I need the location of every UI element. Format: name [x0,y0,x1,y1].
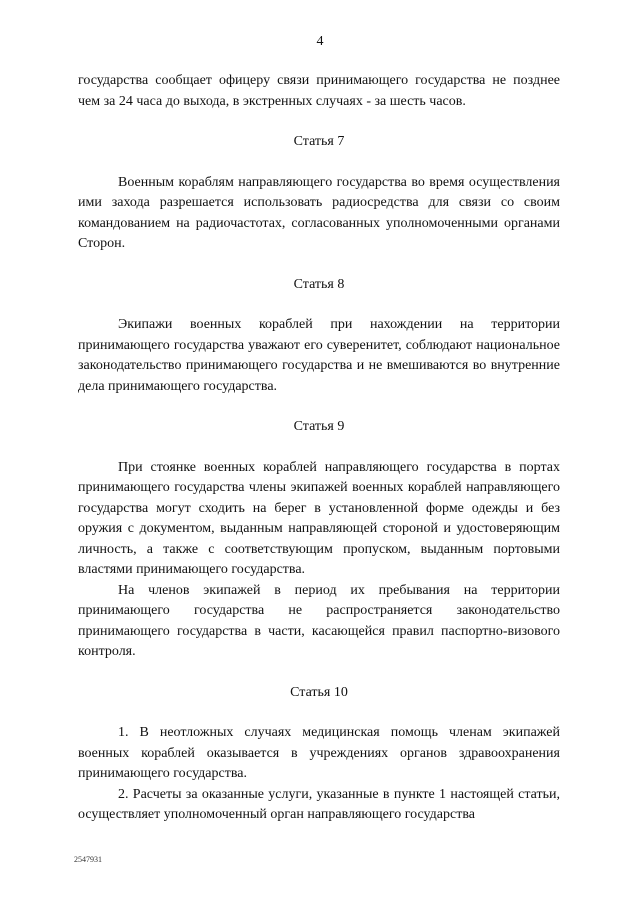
article-10-heading: Статья 10 [290,684,348,700]
article-8-paragraph: Экипажи военных кораблей при нахождении на территории принимающего государства уважают его суверенитет, соблюдают национальное законодательство принимающего государства и не вмешиваются во внутренние дела принимающего государства. [78,317,560,394]
article-9-heading: Статья 9 [293,419,345,434]
article-10-paragraph-1: 1. В неотложных случаях медицинская помощь членам экипажей военных кораблей оказывается в учреждениях органов здравоохранения принимающего государства. [78,725,560,781]
page-number: 4 [316,34,324,49]
article-9-paragraph-2: На членов экипажей в период их пребывания на территории принимающего государства не распространяется законодательство принимающего государства в части, касающейся правил паспортно-визового контроля. [78,582,560,659]
document-id: 2547931 [74,855,102,864]
article-10-paragraph-2: 2. Расчеты за оказанные услуги, указанные в пункте 1 настоящей статьи, осуществляет уполномоченный орган направляющего государства [78,786,560,822]
article-8-heading: Статья 8 [293,276,345,292]
document-body [78,71,560,826]
article-7-paragraph: Военным кораблям направляющего государства во время осуществления ими захода разрешается использовать радиосредства для связи со своим командованием на радиочастотах, согласованных уполномоченными органами Сторон. [78,174,560,251]
article-9-paragraph-1: При стоянке военных кораблей направляющего государства в портах принимающего государства члены экипажей военных кораблей направляющего государства могут сходить на берег в установленной форме одежды и без оружия с документом, выданным направляющей стороной и удостоверяющим личность, а также с соответствующим пропуском, выданным портовыми властями принимающего государства. [78,459,560,577]
paragraph-continuation: государства сообщает офицеру связи принимающего государства не позднее чем за 24 часа до выхода, в экстренных случаях - за шесть часов. [78,73,560,109]
article-7-heading: Статья 7 [293,134,345,149]
